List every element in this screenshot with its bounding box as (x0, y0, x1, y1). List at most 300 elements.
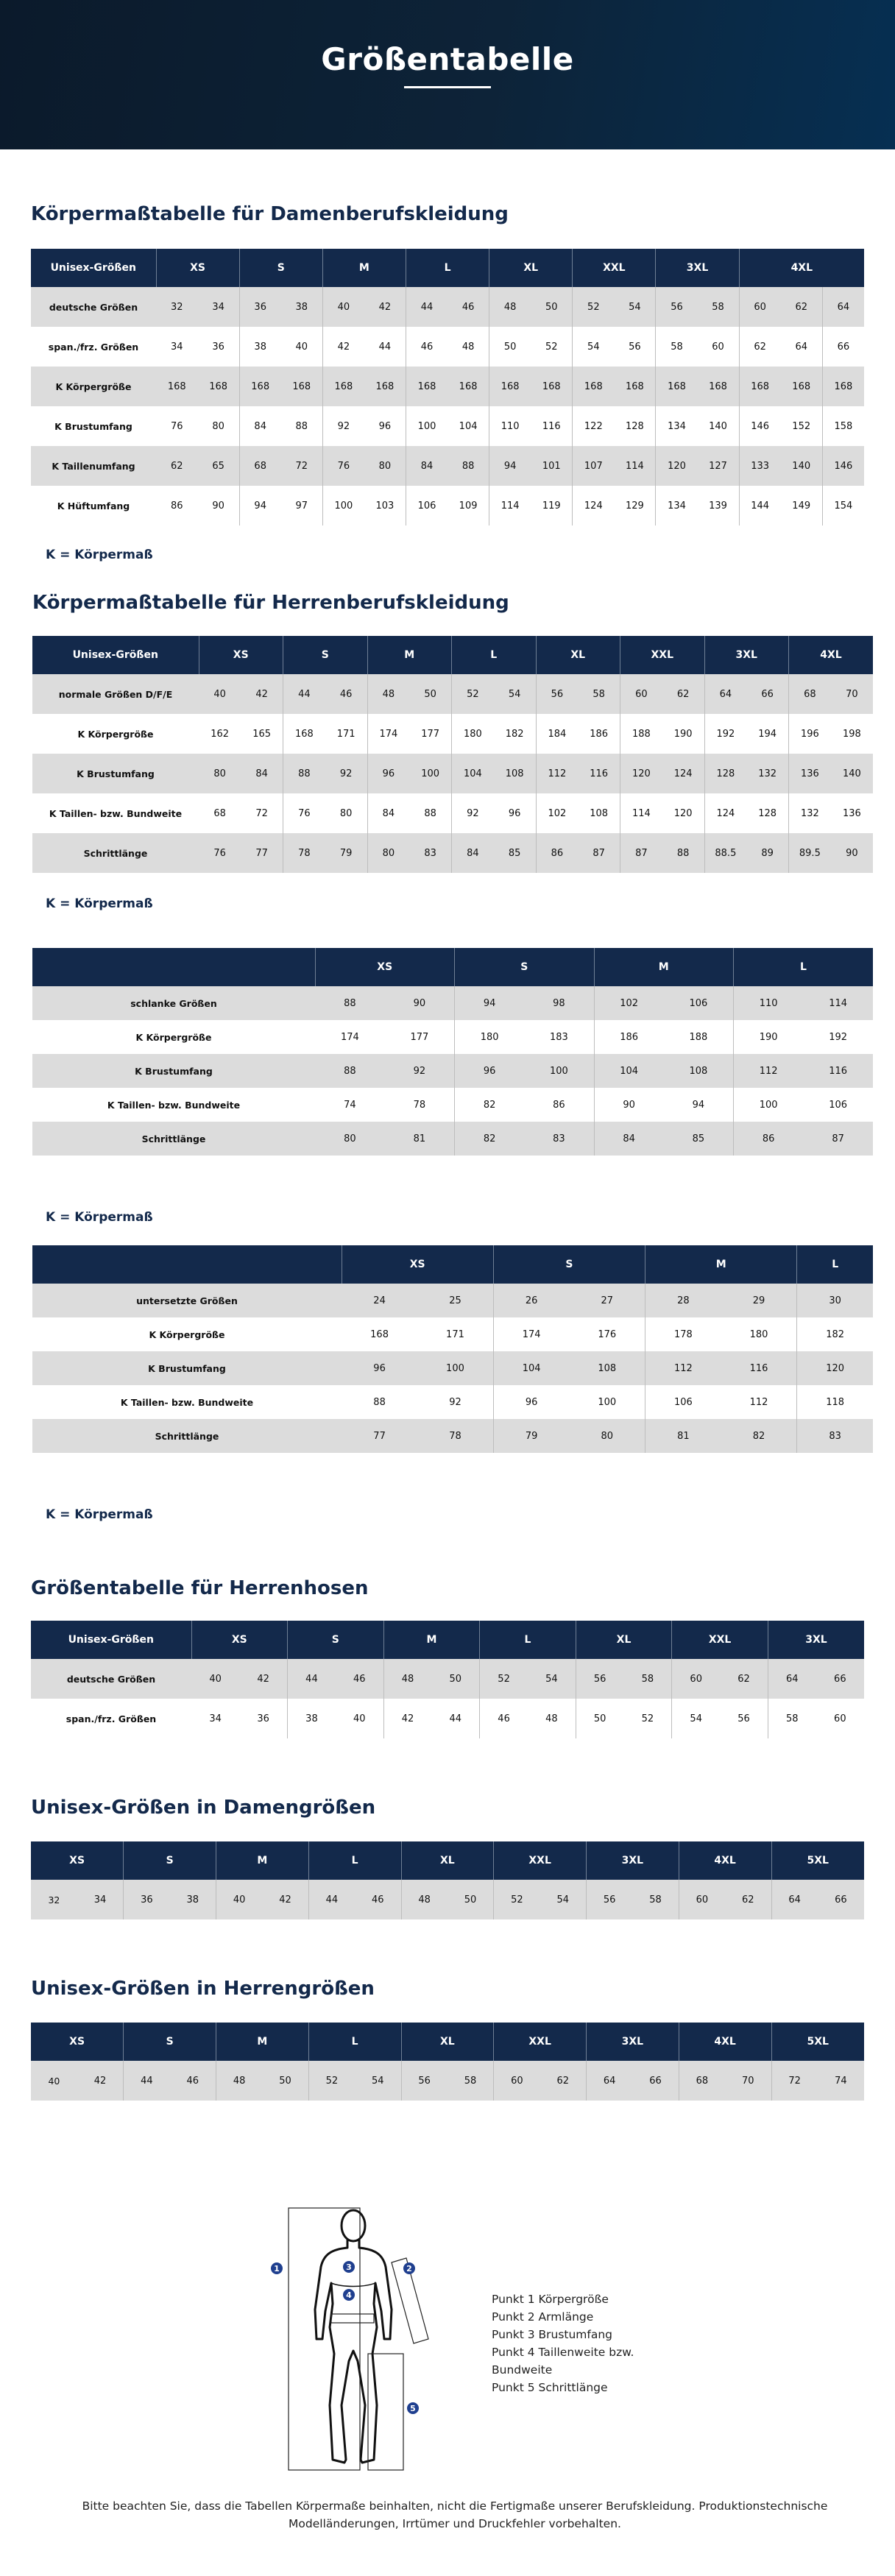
size-value: 66 (761, 688, 774, 700)
size-value: 168 (542, 381, 561, 392)
size-value: 27 (601, 1295, 614, 1306)
size-value: 26 (493, 1284, 569, 1317)
size-header-xs: XS (315, 948, 455, 986)
size-header-s: S (283, 636, 368, 674)
size-value: 48 (545, 1713, 558, 1724)
slim-size-table (32, 948, 873, 1156)
marker-2-label: 2 (406, 2264, 412, 2274)
row-label: K Körpergröße (149, 1328, 225, 1340)
size-value: 48 (401, 1880, 448, 1919)
size-value: 80 (344, 1133, 356, 1144)
size-value: 48 (383, 1659, 431, 1699)
size-value: 79 (493, 1419, 569, 1453)
size-value: 102 (536, 793, 578, 833)
size-value: 171 (446, 1328, 464, 1340)
size-value: 101 (542, 460, 561, 472)
size-value: 188 (620, 714, 662, 754)
trousers-size-table (31, 1621, 864, 1738)
size-value: 46 (480, 1699, 528, 1738)
size-header-s: S (455, 948, 595, 986)
size-value: 38 (239, 327, 281, 367)
size-value: 78 (413, 1099, 426, 1111)
size-value: 50 (449, 1673, 462, 1685)
size-header-s: S (124, 1841, 216, 1880)
size-value: 116 (829, 1065, 848, 1077)
size-value: 114 (620, 793, 662, 833)
men-table-wrap (32, 636, 873, 873)
unisex-men-title: Unisex-Größen in Herrengrößen (31, 1978, 375, 2000)
table-row (32, 714, 873, 754)
size-value: 182 (505, 728, 524, 740)
size-value: 52 (573, 287, 615, 327)
row-label: Schrittlänge (141, 1133, 206, 1144)
waist-measure-box (331, 2314, 374, 2323)
table-row (32, 674, 873, 714)
row-label: schlanke Größen (130, 997, 217, 1009)
size-value: 58 (768, 1699, 816, 1738)
size-header-m: M (216, 2023, 309, 2061)
size-header-m: M (645, 1245, 797, 1284)
header-label: Unisex-Größen (50, 262, 136, 274)
size-value: 108 (598, 1362, 617, 1374)
table-row (32, 1284, 873, 1317)
table-row (31, 1880, 864, 1919)
unisex-women-table-wrap (31, 1841, 864, 1919)
size-value: 46 (406, 327, 448, 367)
size-value: 90 (212, 500, 224, 512)
size-value: 182 (797, 1317, 873, 1351)
size-header-xxl: XXL (494, 1841, 587, 1880)
size-value: 106 (406, 486, 448, 526)
size-value: 80 (367, 833, 409, 873)
trousers-table-title: Größentabelle für Herrenhosen (31, 1577, 369, 1599)
size-value: 54 (372, 2075, 384, 2087)
size-value: 68 (213, 807, 226, 819)
size-value: 94 (489, 446, 531, 486)
size-value: 82 (455, 1088, 525, 1122)
table-row (31, 2061, 864, 2101)
table-row (32, 1122, 873, 1156)
row-label: K Brustumfang (77, 768, 155, 779)
size-value: 90 (413, 997, 426, 1009)
size-header-s: S (239, 249, 322, 287)
size-value: 168 (625, 381, 644, 392)
size-value: 88.5 (704, 833, 746, 873)
size-value: 168 (209, 381, 228, 392)
size-value: 84 (594, 1122, 664, 1156)
row-label: K Körpergröße (135, 1031, 212, 1043)
women-section (31, 203, 864, 225)
table-row (32, 1020, 873, 1054)
size-value: 44 (378, 341, 392, 353)
size-header-m: M (594, 948, 734, 986)
size-value: 194 (758, 728, 777, 740)
size-value: 190 (673, 728, 693, 740)
size-header-4xl: 4XL (679, 2023, 771, 2061)
size-value: 146 (739, 406, 781, 446)
size-value: 116 (542, 420, 561, 432)
size-header-xxl: XXL (672, 1621, 768, 1659)
size-value: 60 (672, 1659, 720, 1699)
size-value: 48 (216, 2061, 263, 2101)
size-value: 100 (421, 768, 440, 779)
row-label: K Taillen- bzw. Bundweite (107, 1099, 241, 1111)
size-value: 146 (822, 446, 864, 486)
size-value: 88 (676, 847, 690, 859)
size-value: 58 (592, 688, 605, 700)
size-value: 66 (835, 1894, 847, 1906)
size-value: 66 (834, 1673, 846, 1685)
slim-table-wrap (32, 948, 873, 1156)
size-value: 64 (795, 341, 807, 353)
size-value: 34 (212, 301, 224, 313)
size-value: 62 (795, 301, 807, 313)
size-value: 104 (594, 1054, 664, 1088)
table-row (32, 1351, 873, 1385)
size-value: 140 (842, 768, 861, 779)
size-value: 32 (171, 301, 183, 313)
size-header-l: L (308, 1841, 401, 1880)
size-value: 154 (822, 486, 864, 526)
row-label: deutsche Größen (49, 301, 138, 313)
unisex-men-table-wrap (31, 2023, 864, 2101)
size-value: 77 (373, 1430, 386, 1442)
size-value: 100 (406, 406, 448, 446)
short-k-note: K = Körpermaß (46, 1507, 153, 1522)
size-header-xs: XS (69, 1855, 85, 1866)
size-value: 56 (587, 1880, 633, 1919)
unisex-men-table (31, 2023, 864, 2101)
size-value: 128 (758, 807, 777, 819)
row-label: K Hüftumfang (57, 500, 130, 512)
table-row (32, 833, 873, 873)
size-header-3xl: 3XL (587, 1841, 679, 1880)
size-value: 136 (842, 807, 861, 819)
size-value: 24 (373, 1295, 386, 1306)
size-value: 176 (598, 1328, 617, 1340)
size-header-4xl: 4XL (679, 1841, 771, 1880)
size-value: 83 (553, 1133, 565, 1144)
table-row (31, 287, 864, 327)
size-value: 84 (452, 833, 494, 873)
size-header-s: S (493, 1245, 645, 1284)
unisex-women-table (31, 1841, 864, 1919)
size-value: 54 (556, 1894, 570, 1906)
size-value: 46 (353, 1673, 366, 1685)
row-label: K Taillenumfang (52, 460, 135, 472)
table-row (32, 1088, 873, 1122)
size-value: 36 (257, 1713, 269, 1724)
size-value: 80 (212, 420, 224, 432)
size-value: 76 (283, 793, 325, 833)
size-value: 196 (789, 714, 831, 754)
size-value: 133 (739, 446, 781, 486)
size-value: 52 (452, 674, 494, 714)
size-value: 52 (494, 1880, 540, 1919)
size-value: 132 (789, 793, 831, 833)
size-value: 62 (737, 1673, 750, 1685)
size-value: 100 (322, 486, 364, 526)
size-value: 62 (171, 460, 183, 472)
header-label: Unisex-Größen (68, 1634, 154, 1646)
size-value: 52 (641, 1713, 654, 1724)
size-value: 92 (452, 793, 494, 833)
row-label: untersetzte Größen (136, 1295, 238, 1306)
size-value: 112 (536, 754, 578, 793)
size-value: 30 (797, 1284, 873, 1317)
row-label: normale Größen D/F/E (58, 688, 173, 700)
size-value: 42 (322, 327, 364, 367)
size-value: 178 (645, 1317, 721, 1351)
legend-item-4: Punkt 4 Taillenweite bzw. Bundweite (492, 2346, 634, 2377)
size-value: 109 (459, 500, 478, 512)
size-value: 174 (493, 1317, 569, 1351)
size-value: 50 (424, 688, 436, 700)
size-value: 127 (709, 460, 727, 472)
size-value: 168 (239, 367, 281, 406)
size-value: 174 (340, 1031, 359, 1043)
size-value: 100 (598, 1396, 617, 1408)
size-value: 104 (493, 1351, 569, 1385)
size-value: 76 (171, 420, 183, 432)
table-row (31, 486, 864, 526)
table-row (31, 406, 864, 446)
slim-k-note: K = Körpermaß (46, 1210, 153, 1225)
size-value: 64 (822, 287, 864, 327)
size-value: 44 (406, 287, 448, 327)
size-value: 168 (375, 381, 395, 392)
size-value: 168 (283, 714, 325, 754)
row-label: span./frz. Größen (66, 1713, 157, 1724)
men-size-table (32, 636, 873, 873)
size-value: 162 (211, 728, 230, 740)
size-value: 134 (656, 486, 698, 526)
short-table-wrap (32, 1245, 873, 1453)
size-value: 88 (373, 1396, 386, 1408)
size-value: 100 (734, 1088, 804, 1122)
size-header-xs: XS (199, 636, 283, 674)
short-size-table (32, 1245, 873, 1453)
size-value: 48 (461, 341, 475, 353)
size-value: 96 (373, 1362, 386, 1374)
size-value: 98 (553, 997, 565, 1009)
size-value: 28 (645, 1284, 721, 1317)
size-value: 85 (692, 1133, 705, 1144)
size-value: 168 (370, 1328, 389, 1340)
size-value: 92 (413, 1065, 426, 1077)
size-value: 188 (689, 1031, 708, 1043)
size-value: 119 (542, 500, 561, 512)
size-value: 34 (171, 341, 183, 353)
size-value: 89 (761, 847, 774, 859)
size-value: 40 (216, 1880, 263, 1919)
size-value: 89.5 (789, 833, 831, 873)
size-value: 62 (739, 327, 781, 367)
size-value: 112 (734, 1054, 804, 1088)
size-value: 82 (752, 1430, 765, 1442)
size-value: 94 (455, 986, 525, 1020)
trousers-section (31, 1577, 864, 1599)
size-value: 40 (209, 1673, 222, 1685)
size-value: 192 (829, 1031, 848, 1043)
size-header-l: L (308, 2023, 401, 2061)
size-value: 116 (590, 768, 609, 779)
size-value: 168 (167, 381, 186, 392)
size-value: 68 (679, 2061, 725, 2101)
table-row (32, 1419, 873, 1453)
size-value: 76 (213, 847, 226, 859)
size-value: 78 (449, 1430, 461, 1442)
size-header-m: M (322, 249, 406, 287)
size-value: 118 (797, 1385, 873, 1419)
size-value: 64 (768, 1659, 816, 1699)
size-value: 112 (749, 1396, 768, 1408)
size-value: 77 (255, 847, 268, 859)
unisex-men-section (31, 1978, 864, 2000)
size-value: 96 (508, 807, 521, 819)
size-value: 50 (545, 301, 558, 313)
row-label: Schrittlänge (155, 1430, 219, 1442)
size-value: 85 (508, 847, 521, 859)
header-label: Unisex-Größen (72, 649, 158, 661)
row-label: K Taillen- bzw. Bundweite (120, 1396, 254, 1408)
size-value: 54 (573, 327, 615, 367)
size-value: 42 (255, 688, 268, 700)
size-header-3xl: 3XL (768, 1621, 864, 1659)
size-value: 168 (792, 381, 811, 392)
size-value: 129 (625, 500, 644, 512)
size-header-xs: XS (342, 1245, 493, 1284)
size-value: 96 (493, 1385, 569, 1419)
page-header-banner (0, 0, 895, 149)
size-value: 192 (704, 714, 746, 754)
size-value: 136 (789, 754, 831, 793)
size-value: 42 (383, 1699, 431, 1738)
size-value: 114 (829, 997, 848, 1009)
size-value: 128 (704, 754, 746, 793)
table-row (32, 986, 873, 1020)
size-value: 124 (704, 793, 746, 833)
size-value: 81 (645, 1419, 721, 1453)
row-label: K Brustumfang (135, 1065, 213, 1077)
size-value: 54 (508, 688, 521, 700)
size-header-5xl: 5XL (771, 2023, 864, 2061)
size-value: 84 (406, 446, 448, 486)
size-value: 168 (489, 367, 531, 406)
size-value: 106 (829, 1099, 848, 1111)
size-value: 34 (209, 1713, 222, 1724)
size-value: 168 (292, 381, 311, 392)
size-value: 60 (620, 674, 662, 714)
body-figure-icon (315, 2210, 392, 2463)
unisex-women-section (31, 1797, 864, 1819)
size-value: 92 (322, 406, 364, 446)
size-value: 38 (186, 1894, 199, 1906)
size-value: 186 (594, 1020, 664, 1054)
size-value: 56 (536, 674, 578, 714)
size-value: 83 (424, 847, 436, 859)
size-value: 122 (573, 406, 615, 446)
table-row (31, 1699, 864, 1738)
size-value: 144 (739, 486, 781, 526)
size-value: 56 (576, 1659, 623, 1699)
women-size-table (31, 249, 864, 526)
row-label: K Körpergröße (55, 381, 132, 392)
size-value: 54 (545, 1673, 558, 1685)
size-value: 60 (739, 287, 781, 327)
size-value: 42 (378, 301, 392, 313)
size-value: 107 (573, 446, 615, 486)
size-header-m: M (367, 636, 452, 674)
size-value: 46 (372, 1894, 384, 1906)
size-value: 120 (673, 807, 693, 819)
size-value: 88 (461, 460, 475, 472)
size-value: 80 (601, 1430, 614, 1442)
size-header-4xl: 4XL (789, 636, 874, 674)
women-table-title: Körpermaßtabelle für Damenberufskleidung (31, 203, 509, 225)
size-value: 40 (353, 1713, 366, 1724)
diagram-legend (492, 2290, 668, 2396)
size-header-xl: XL (401, 1841, 494, 1880)
size-value: 84 (367, 793, 409, 833)
size-value: 88 (424, 807, 436, 819)
size-header-5xl: 5XL (771, 1841, 864, 1880)
size-value: 82 (455, 1122, 525, 1156)
size-header-m: M (216, 1841, 309, 1880)
size-value: 52 (480, 1659, 528, 1699)
size-value: 60 (679, 1880, 725, 1919)
size-value: 54 (672, 1699, 720, 1738)
size-value: 48 (489, 287, 531, 327)
disclaimer-text: Bitte beachten Sie, dass die Tabellen Körpermaße beinhalten, nicht die Fertigmaße unserer Berufskleidung. Produktionstechnische Modelländerungen, Irrtümer und Druckfehler vorbehalten. (82, 2499, 828, 2530)
size-header-l: L (734, 948, 874, 986)
size-value: 168 (739, 367, 781, 406)
size-value: 184 (536, 714, 578, 754)
size-value: 50 (464, 1894, 477, 1906)
size-value: 87 (832, 1133, 844, 1144)
size-value: 36 (212, 341, 224, 353)
size-value: 186 (590, 728, 609, 740)
size-value: 76 (322, 446, 364, 486)
size-value: 64 (704, 674, 746, 714)
size-value: 68 (789, 674, 831, 714)
size-value: 171 (336, 728, 355, 740)
size-value: 70 (846, 688, 858, 700)
size-value: 65 (212, 460, 224, 472)
size-value: 25 (449, 1295, 461, 1306)
size-value: 46 (186, 2075, 199, 2087)
size-value: 46 (339, 688, 353, 700)
size-value: 40 (213, 688, 226, 700)
size-header-l: L (480, 1621, 576, 1659)
size-value: 114 (625, 460, 644, 472)
size-header-xl: XL (576, 1621, 672, 1659)
size-value: 79 (339, 847, 353, 859)
women-table-wrap (31, 249, 864, 526)
size-header-3xl: 3XL (656, 249, 739, 287)
size-header-l: L (452, 636, 537, 674)
size-value: 64 (587, 2061, 633, 2101)
size-value: 58 (656, 327, 698, 367)
legend-item-3: Punkt 3 Brustumfang (492, 2328, 613, 2341)
size-value: 32 (48, 1894, 60, 1906)
size-value: 120 (797, 1351, 873, 1385)
size-value: 110 (734, 986, 804, 1020)
size-value: 108 (689, 1065, 708, 1077)
size-value: 80 (378, 460, 392, 472)
size-value: 62 (742, 1894, 754, 1906)
size-value: 74 (344, 1099, 356, 1111)
